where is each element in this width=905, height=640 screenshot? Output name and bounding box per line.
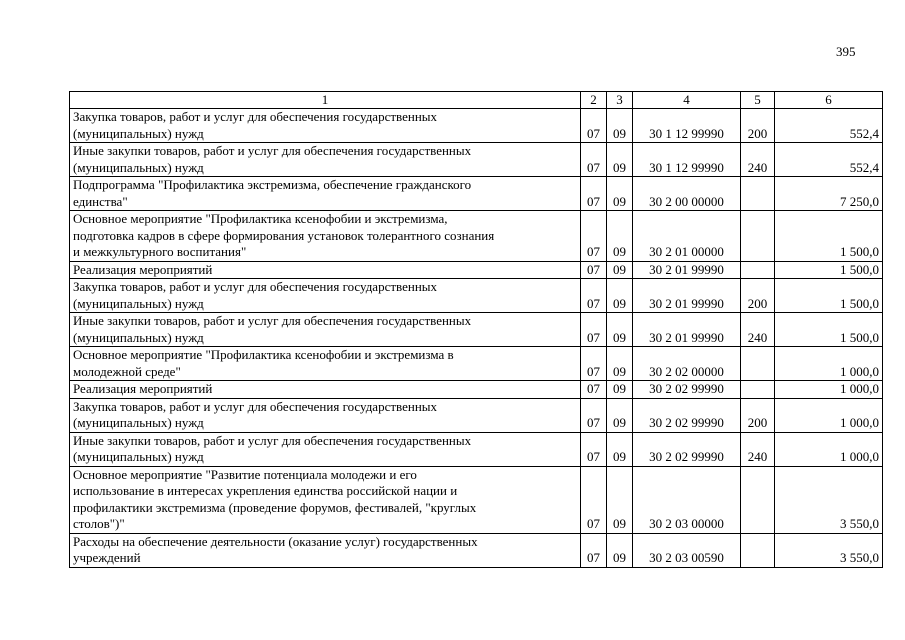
cell-description [70,432,581,466]
cell-amount: 3 550,0 [775,533,883,567]
table-row [70,347,883,381]
cell-section: 07 [581,313,607,347]
cell-amount: 3 550,0 [775,466,883,533]
header-col-1: 1 [70,92,581,109]
description-line: (муниципальных) нужд [73,125,204,141]
table-row [70,381,883,399]
cell-target-article: 30 1 12 99990 [633,143,741,177]
cell-section: 07 [581,381,607,399]
cell-expense-type: 200 [741,398,775,432]
description-line: (муниципальных) нужд [73,329,204,345]
description-line: Расходы на обеспечение деятельности (оказание услуг) государственных [73,533,478,549]
cell-subsection: 09 [607,109,633,143]
description-line: Закупка товаров, работ и услуг для обеспечения государственных [73,279,438,294]
description-line: единства" [73,193,128,209]
cell-subsection: 09 [607,381,633,399]
cell-expense-type [741,347,775,381]
cell-target-article: 30 1 12 99990 [633,109,741,143]
table-row [70,398,883,432]
cell-description [70,381,581,399]
cell-section: 07 [581,261,607,279]
cell-expense-type [741,211,775,262]
description-line: (муниципальных) нужд [73,159,204,175]
table-row [70,261,883,279]
cell-expense-type: 240 [741,432,775,466]
cell-section: 07 [581,533,607,567]
description-line: и межкультурного воспитания" [73,244,247,259]
cell-section: 07 [581,398,607,432]
cell-target-article: 30 2 02 99990 [633,432,741,466]
cell-amount: 1 000,0 [775,398,883,432]
cell-amount: 552,4 [775,143,883,177]
cell-section: 07 [581,211,607,262]
cell-expense-type: 200 [741,109,775,143]
cell-description [70,143,581,177]
cell-section: 07 [581,109,607,143]
cell-amount: 1 500,0 [775,261,883,279]
table-row [70,533,883,567]
cell-subsection: 09 [607,533,633,567]
table-row [70,313,883,347]
table-row [70,466,883,533]
header-col-2: 2 [581,92,607,109]
cell-target-article: 30 2 01 99990 [633,261,741,279]
cell-subsection: 09 [607,347,633,381]
cell-subsection: 09 [607,432,633,466]
cell-description [70,398,581,432]
cell-expense-type [741,177,775,211]
cell-amount: 1 000,0 [775,381,883,399]
cell-target-article: 30 2 02 99990 [633,381,741,399]
cell-description [70,211,581,262]
budget-table [69,91,883,568]
cell-expense-type: 200 [741,279,775,313]
cell-amount: 1 500,0 [775,313,883,347]
description-line: Закупка товаров, работ и услуг для обеспечения государственных [73,398,438,414]
cell-description [70,466,581,533]
description-line: (муниципальных) нужд [73,415,204,430]
page-number: 395 [836,44,856,59]
table-body [70,92,883,568]
description-line: подготовка кадров в сфере формирования установок толерантного сознания [73,227,495,243]
cell-section: 07 [581,143,607,177]
cell-amount: 1 500,0 [775,211,883,262]
description-line: учреждений [73,550,141,565]
description-line: Подпрограмма "Профилактика экстремизма, обеспечение гражданского [73,177,472,192]
cell-description [70,347,581,381]
table-row [70,109,883,143]
cell-amount: 1 000,0 [775,432,883,466]
description-line: использование в интересах укрепления единства российской нации и [73,483,458,498]
description-line: Реализация мероприятий [73,381,213,396]
cell-section: 07 [581,347,607,381]
cell-expense-type [741,466,775,533]
description-line: Основное мероприятие "Профилактика ксенофобии и экстремизма в [73,347,454,362]
header-col-5: 5 [741,92,775,109]
cell-description [70,279,581,313]
cell-target-article: 30 2 01 99990 [633,313,741,347]
cell-subsection: 09 [607,466,633,533]
description-line: столов")" [73,516,125,531]
header-col-4: 4 [633,92,741,109]
cell-amount: 7 250,0 [775,177,883,211]
cell-description [70,533,581,567]
description-line: Иные закупки товаров, работ и услуг для обеспечения государственных [73,313,472,328]
cell-section: 07 [581,279,607,313]
cell-subsection: 09 [607,143,633,177]
description-line: (муниципальных) нужд [73,449,204,464]
cell-amount: 1 000,0 [775,347,883,381]
description-line: Основное мероприятие "Профилактика ксенофобии и экстремизма, [73,211,448,226]
cell-section: 07 [581,466,607,533]
cell-target-article: 30 2 01 99990 [633,279,741,313]
cell-expense-type [741,533,775,567]
cell-subsection: 09 [607,398,633,432]
cell-target-article: 30 2 03 00590 [633,533,741,567]
header-col-3: 3 [607,92,633,109]
cell-section: 07 [581,177,607,211]
description-line: Реализация мероприятий [73,261,213,277]
description-line: молодежной среде" [73,363,181,379]
cell-subsection: 09 [607,279,633,313]
cell-target-article: 30 2 02 99990 [633,398,741,432]
cell-target-article: 30 2 03 00000 [633,466,741,533]
cell-expense-type [741,381,775,399]
cell-target-article: 30 2 01 00000 [633,211,741,262]
cell-expense-type: 240 [741,143,775,177]
cell-subsection: 09 [607,211,633,262]
table-row [70,211,883,262]
description-line: (муниципальных) нужд [73,295,204,311]
cell-section: 07 [581,432,607,466]
cell-description [70,313,581,347]
cell-description [70,177,581,211]
table-row [70,279,883,313]
table-row [70,177,883,211]
table-row [70,432,883,466]
cell-subsection: 09 [607,313,633,347]
cell-amount: 552,4 [775,109,883,143]
cell-amount: 1 500,0 [775,279,883,313]
description-line: Закупка товаров, работ и услуг для обеспечения государственных [73,109,438,124]
cell-expense-type [741,261,775,279]
cell-target-article: 30 2 00 00000 [633,177,741,211]
description-line: Иные закупки товаров, работ и услуг для обеспечения государственных [73,143,472,158]
description-line: Основное мероприятие "Развитие потенциала молодежи и его [73,466,417,482]
cell-description [70,261,581,279]
table-row [70,143,883,177]
cell-target-article: 30 2 02 00000 [633,347,741,381]
cell-expense-type: 240 [741,313,775,347]
table-header-row [70,92,883,109]
cell-subsection: 09 [607,261,633,279]
cell-description [70,109,581,143]
header-col-6: 6 [775,92,883,109]
cell-subsection: 09 [607,177,633,211]
description-line: профилактики экстремизма (проведение форумов, фестивалей, "круглых [73,499,477,515]
description-line: Иные закупки товаров, работ и услуг для обеспечения государственных [73,432,472,448]
